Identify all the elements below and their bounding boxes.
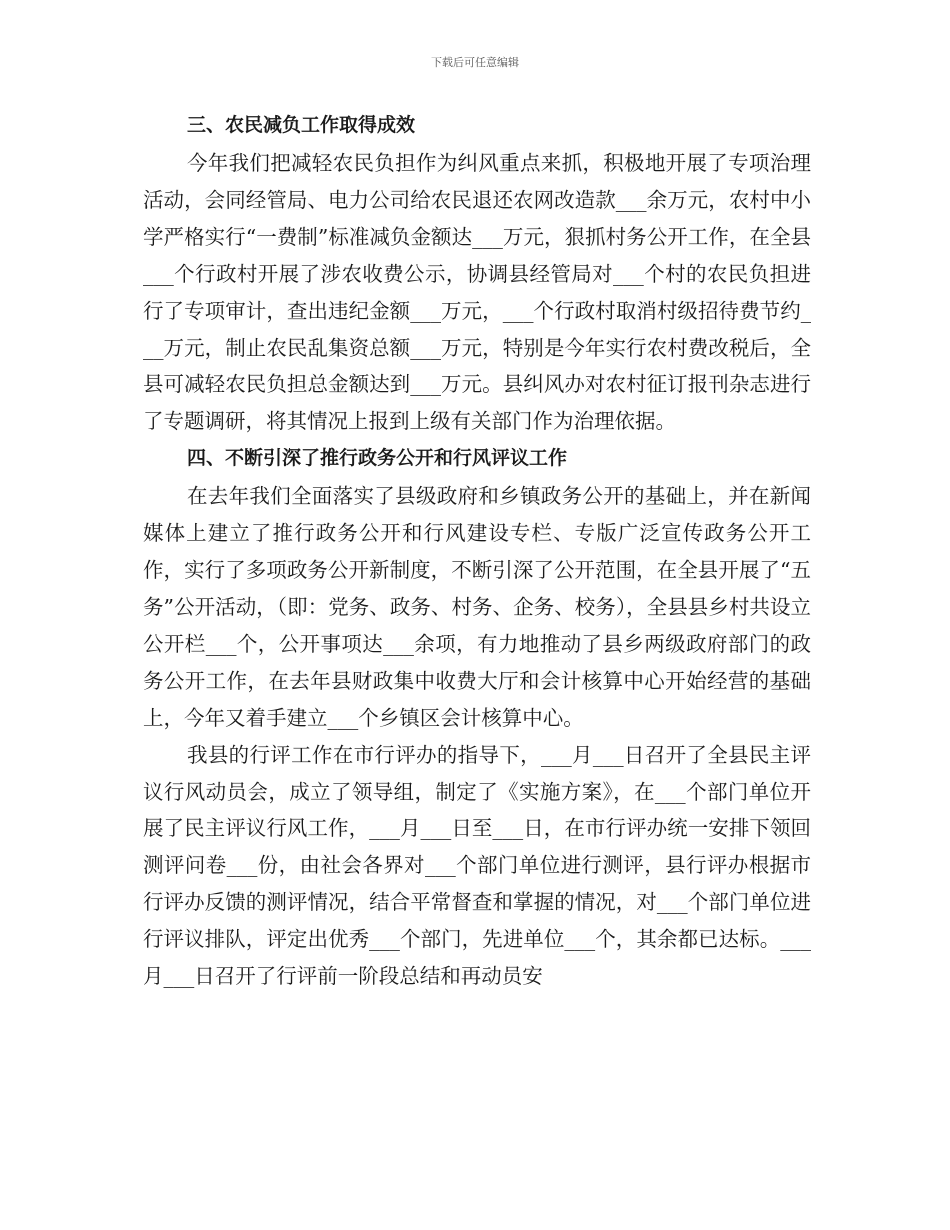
body-paragraph: 今年我们把减轻农民负担作为纠风重点来抓，积极地开展了专项治理活动，会同经管局、电力公司给农民退还农网改造款___余万元，农村中小学严格实行“一费制”标准减负金额达___万元，狠抓村务公开工作，在全县___个行政村开展了涉农收费公示，协调县经管局对___个村的农民负担进行了专项审计，查出违纪金额___万元，___个行政村取消村级招待费节约___万元，制止农民乱集资总额___万元，特别是今年实行农村费改税后，全县可减轻农民负担总金额达到___万元。县纠风办对农村征订报刊杂志进行了专题调研，将其情况上报到上级有关部门作为治理依据。	[143, 151, 811, 434]
section-heading: 三、农民减负工作取得成效	[187, 114, 416, 136]
section-heading: 四、不断引深了推行政务公开和行风评议工作	[187, 447, 568, 470]
page-header: 下载后可任意编辑	[431, 56, 519, 69]
body-paragraph: 我县的行评工作在市行评办的指导下，___月___日召开了全县民主评议行风动员会，成立了领导组，制定了《实施方案》，在___个部门单位开展了民主评议行风工作，___月___日至___日，在市行评办统一安排下领回测评问卷___份，由社会各界对___个部门单位进行测评，县行评办根据市行评办反馈的测评情况，结合平常督查和掌握的情况，对___个部门单位进行评议排队，评定出优秀___个部门，先进单位___个，其余都已达标。___月___日召开了行评前一阶段总结和再动员安	[143, 742, 811, 989]
document-body	[143, 107, 811, 995]
body-paragraph: 在去年我们全面落实了县级政府和乡镇政务公开的基础上，并在新闻媒体上建立了推行政务公开和行风建设专栏、专版广泛宣传政务公开工作，实行了多项政务公开新制度，不断引深了公开范围，在全县开展了“五务”公开活动，（即：党务、政务、村务、企务、校务），全县县乡村共设立公开栏___个，公开事项达___余项，有力地推动了县乡两级政府部门的政务公开工作，在去年县财政集中收费大厅和会计核算中心开始经营的基础上，今年又着手建立___个乡镇区会计核算中心。	[143, 484, 811, 730]
